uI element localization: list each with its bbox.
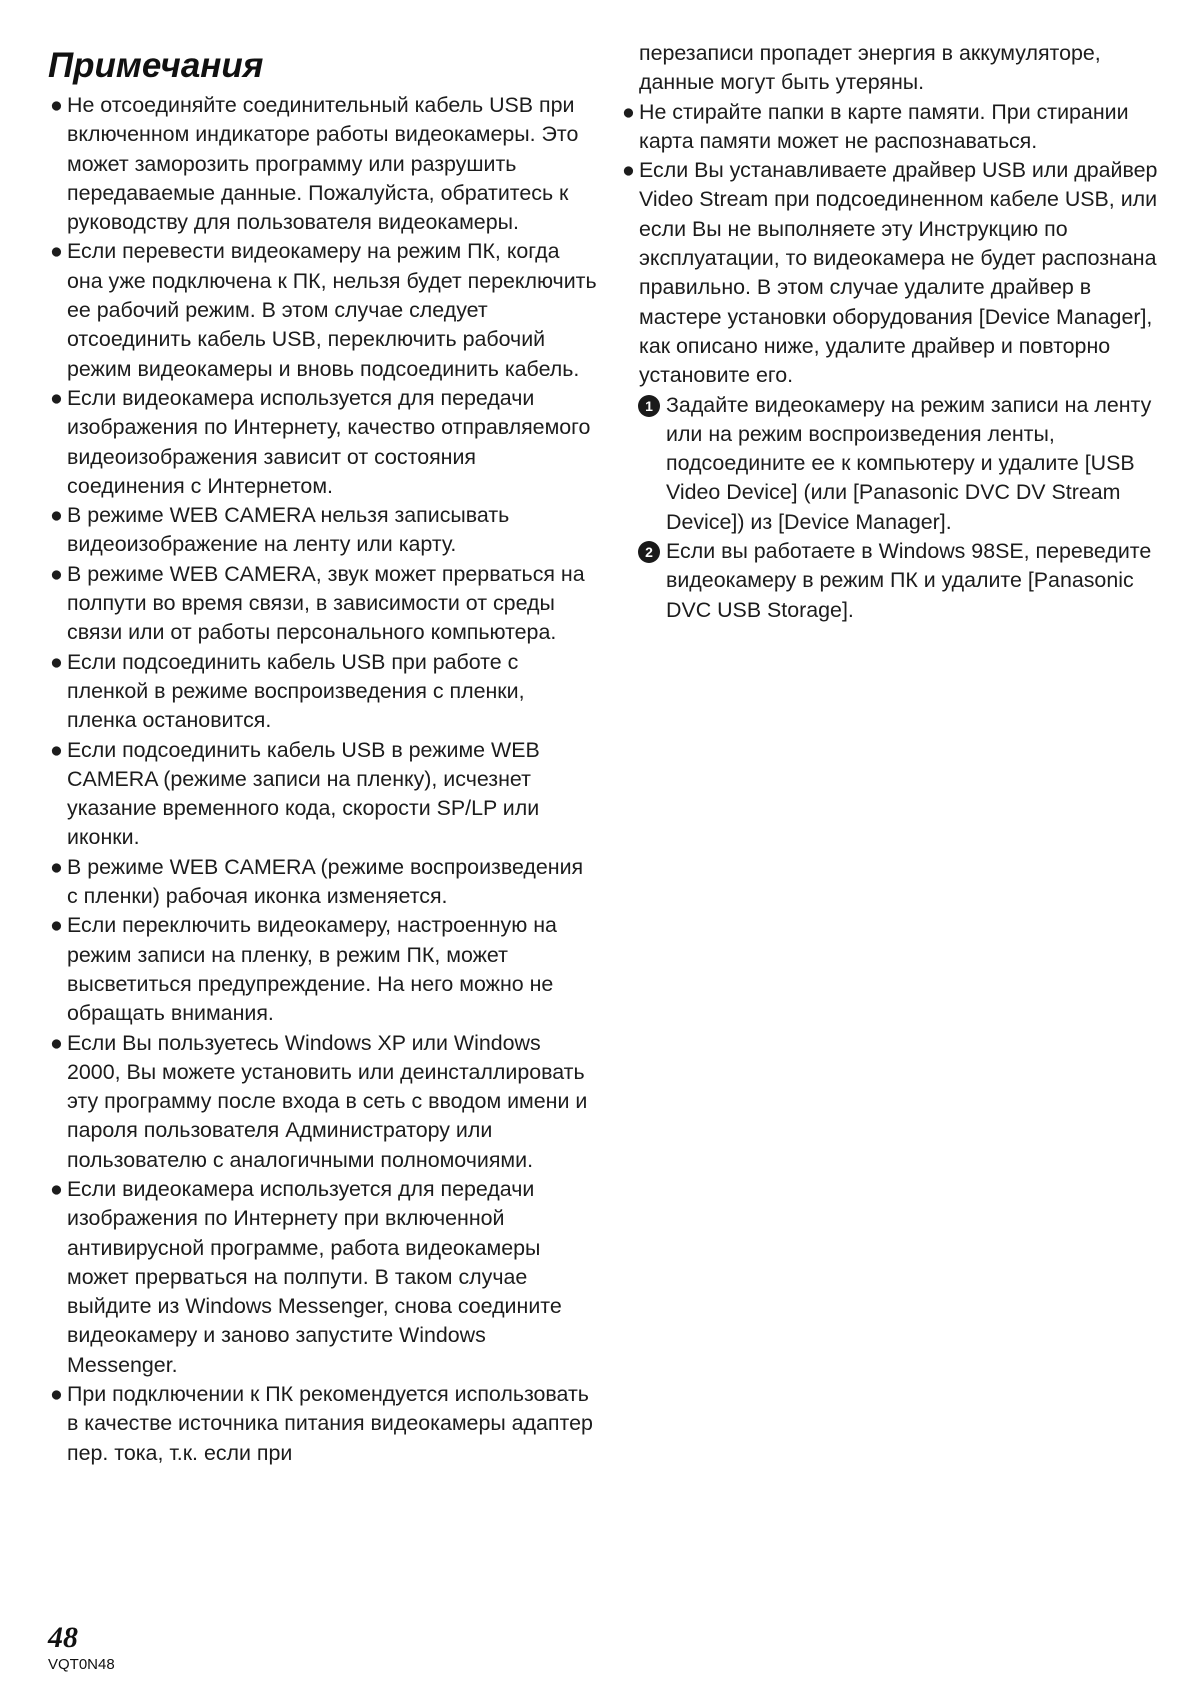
list-item	[50, 384, 598, 501]
list-item-text: Если видеокамера используется для передачи изображения по Интернету при включенной антивирусной программе, работа видеокамеры может прерваться на полпути. В таком случае выйдите из Windows Messenger, снова соедините видеокамеру и заново запустите Windows Messenger.	[67, 1176, 562, 1377]
list-item-text: Если подсоединить кабель USB при работе с пленкой в режиме воспроизведения с пленки, пленка остановится.	[67, 649, 525, 733]
bullet-icon: ●	[50, 1030, 63, 1055]
list-item-text: Если подсоединить кабель USB в режиме WEB CAMERA (режиме записи на пленку), исчезнет указание временного кода, скорости SP/LP или иконки.	[67, 737, 540, 850]
list-item-text: В режиме WEB CAMERA, звук может прерваться на полпути во время связи, в зависимости от среды связи или от работы персонального компьютера.	[67, 561, 585, 645]
page-number: 48	[48, 1621, 78, 1654]
list-item-text: перезаписи пропадет энергия в аккумуляторе, данные могут быть утеряны.	[639, 41, 1101, 95]
list-item-continuation	[622, 39, 1170, 98]
list-item	[50, 853, 598, 912]
list-item-text: В режиме WEB CAMERA (режиме воспроизведения с пленки) рабочая иконка изменяется.	[67, 854, 584, 909]
bullet-icon: ●	[50, 649, 63, 674]
bullet-icon: ●	[622, 158, 635, 183]
notes-left-column	[50, 91, 598, 1468]
list-item	[622, 156, 1170, 390]
list-item	[50, 560, 598, 648]
bullet-icon: ●	[50, 1176, 63, 1201]
list-item-text: Если Вы пользуетесь Windows XP или Windows 2000, Вы можете установить или деинсталлировать эту программу после входа в сеть с вводом имени и пароля пользователя Администратору или пользователю с аналогичными полномочиями.	[67, 1030, 588, 1172]
step-item	[622, 391, 1170, 537]
list-item	[50, 237, 598, 383]
list-item	[50, 736, 598, 853]
list-item	[622, 98, 1170, 157]
step-number-icon: 2	[638, 541, 660, 563]
step-text: Задайте видеокамеру на режим записи на ленту или на режим воспроизведения ленты, подсоедините ее к компьютеру и удалите [USB Video Device] (или [Panasonic DVC DV Stream Device]) из [Device Manager].	[666, 392, 1152, 534]
list-item	[50, 648, 598, 736]
list-item	[50, 1029, 598, 1175]
bullet-icon: ●	[50, 913, 63, 938]
list-item-text: Если переключить видеокамеру, настроенную на режим записи на пленку, в режим ПК, может высветиться предупреждение. На него можно не обращать внимания.	[67, 913, 557, 1026]
bullet-icon: ●	[50, 561, 63, 586]
bullet-icon: ●	[50, 1382, 63, 1407]
list-item	[50, 911, 598, 1028]
document-code: VQT0N48	[48, 1656, 115, 1673]
notes-right-column	[622, 39, 1170, 625]
list-item	[50, 501, 598, 560]
bullet-icon: ●	[50, 503, 63, 528]
list-item-text: Если видеокамера используется для передачи изображения по Интернету, качество отправляемого видеоизображения зависит от состояния соединения с Интернетом.	[67, 385, 591, 498]
list-item	[50, 1175, 598, 1380]
step-text: Если вы работаете в Windows 98SE, переведите видеокамеру в режим ПК и удалите [Panasonic DVC USB Storage].	[666, 539, 1152, 622]
bullet-icon: ●	[50, 385, 63, 410]
list-item	[50, 1380, 598, 1468]
list-item	[50, 91, 598, 237]
bullet-icon: ●	[50, 239, 63, 264]
list-item-text: При подключении к ПК рекомендуется использовать в качестве источника питания видеокамеры адаптер пер. тока, т.к. если при	[67, 1382, 593, 1465]
bullet-icon: ●	[50, 737, 63, 762]
step-item	[622, 537, 1170, 625]
page-title: Примечания	[48, 46, 264, 85]
list-item-text: Если Вы устанавливаете драйвер USB или драйвер Video Stream при подсоединенном кабеле USB, или если Вы не выполняете эту Инструкцию по эксплуатации, то видеокамера не будет распознана правильно. В этом случае удалите драйвер в мастере установки оборудования [Device Manager], как описано ниже, удалите драйвер и повторно установите его.	[639, 158, 1158, 388]
step-number-icon: 1	[638, 395, 660, 417]
list-item-text: Не стирайте папки в карте памяти. При стирании карта памяти может не распознаваться.	[639, 99, 1129, 153]
list-item-text: Если перевести видеокамеру на режим ПК, когда она уже подключена к ПК, нельзя будет переключить ее рабочий режим. В этом случае следует отсоединить кабель USB, переключить рабочий режим видеокамеры и вновь подсоединить кабель.	[67, 239, 597, 381]
bullet-icon: ●	[50, 93, 63, 117]
bullet-icon: ●	[622, 99, 635, 124]
list-item-text: Не отсоединяйте соединительный кабель USB при включенном индикаторе работы видеокамеры. Это может заморозить программу или разрушить передаваемые данные. Пожалуйста, обратитесь к руководству для пользователя видеокамеры.	[67, 93, 579, 235]
bullet-icon: ●	[50, 854, 63, 879]
list-item-text: В режиме WEB CAMERA нельзя записывать видеоизображение на ленту или карту.	[67, 503, 510, 557]
